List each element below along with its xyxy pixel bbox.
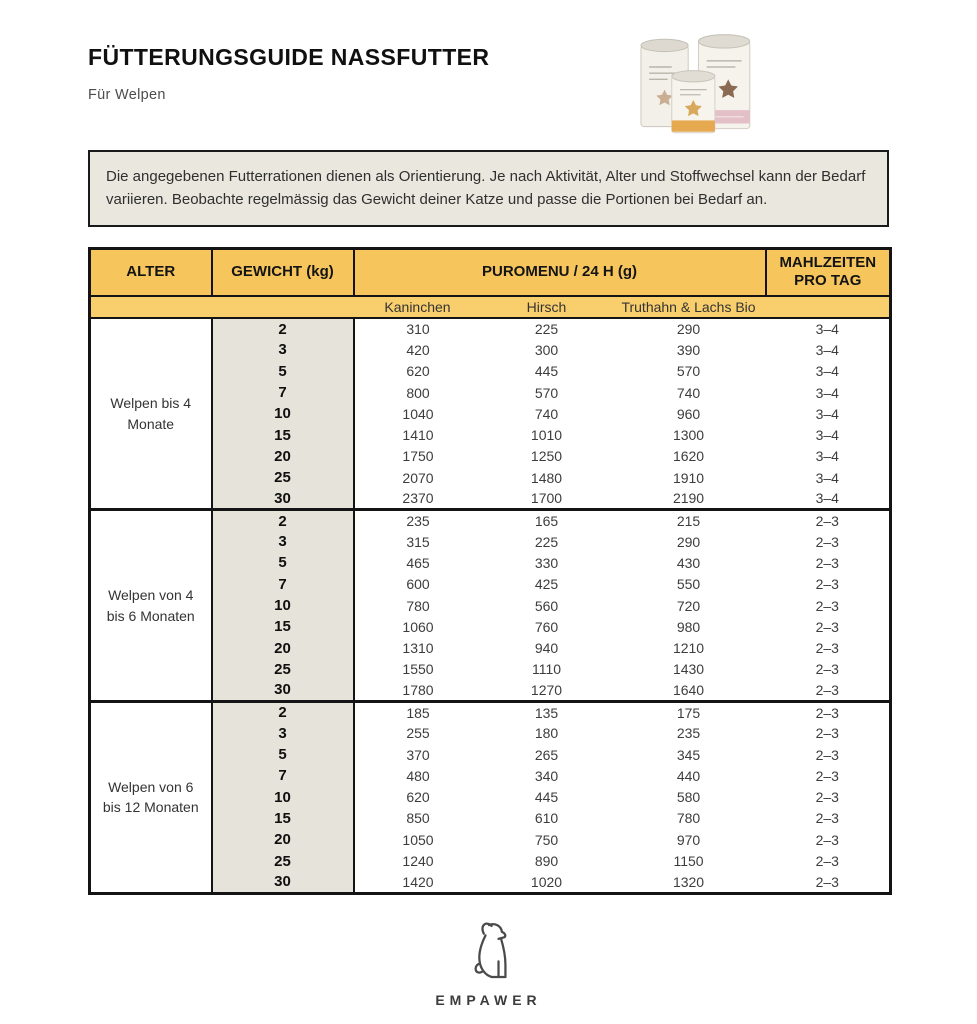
hirsch-value: 760 (482, 616, 612, 637)
weight-value: 2 (212, 701, 354, 722)
hirsch-value: 445 (482, 787, 612, 808)
weight-value: 5 (212, 361, 354, 382)
kaninchen-value: 370 (354, 744, 482, 765)
age-group-label: Welpen von 6 bis 12 Monaten (90, 701, 212, 893)
weight-value: 5 (212, 744, 354, 765)
truthahn-lachs-bio-value: 1620 (612, 446, 766, 467)
truthahn-lachs-bio-value: 1640 (612, 680, 766, 701)
kaninchen-value: 620 (354, 361, 482, 382)
meals-per-day-value: 3–4 (766, 339, 891, 360)
hirsch-value: 425 (482, 574, 612, 595)
meals-per-day-value: 2–3 (766, 680, 891, 701)
truthahn-lachs-bio-value: 740 (612, 382, 766, 403)
truthahn-lachs-bio-value: 430 (612, 552, 766, 573)
kaninchen-value: 255 (354, 723, 482, 744)
meals-per-day-value: 2–3 (766, 787, 891, 808)
age-group-label: Welpen bis 4 Monate (90, 318, 212, 510)
truthahn-lachs-bio-value: 980 (612, 616, 766, 637)
truthahn-lachs-bio-value: 290 (612, 531, 766, 552)
meals-per-day-value: 2–3 (766, 637, 891, 658)
kaninchen-value: 850 (354, 808, 482, 829)
hirsch-value: 940 (482, 637, 612, 658)
meals-per-day-value: 2–3 (766, 510, 891, 531)
weight-value: 2 (212, 510, 354, 531)
wet-food-cans-icon (618, 28, 783, 143)
meals-per-day-value: 2–3 (766, 701, 891, 722)
col-header-puromenu: PUROMENU / 24 H (g) (354, 248, 766, 296)
hirsch-value: 570 (482, 382, 612, 403)
table-row (90, 510, 891, 531)
weight-value: 3 (212, 531, 354, 552)
truthahn-lachs-bio-value: 390 (612, 339, 766, 360)
truthahn-lachs-bio-value: 1210 (612, 637, 766, 658)
kaninchen-value: 1780 (354, 680, 482, 701)
weight-value: 30 (212, 872, 354, 893)
meals-per-day-value: 2–3 (766, 595, 891, 616)
truthahn-lachs-bio-value: 2190 (612, 488, 766, 509)
kaninchen-value: 420 (354, 339, 482, 360)
weight-value: 20 (212, 637, 354, 658)
meals-per-day-value: 3–4 (766, 318, 891, 339)
kaninchen-value: 1060 (354, 616, 482, 637)
truthahn-lachs-bio-value: 550 (612, 574, 766, 595)
kaninchen-value: 780 (354, 595, 482, 616)
meals-per-day-value: 2–3 (766, 659, 891, 680)
table-row (90, 318, 891, 339)
meals-per-day-value: 3–4 (766, 361, 891, 382)
meals-per-day-value: 3–4 (766, 467, 891, 488)
meals-per-day-value: 2–3 (766, 872, 891, 893)
truthahn-lachs-bio-value: 290 (612, 318, 766, 339)
weight-value: 20 (212, 829, 354, 850)
weight-value: 10 (212, 403, 354, 424)
kaninchen-value: 480 (354, 765, 482, 786)
hirsch-value: 1270 (482, 680, 612, 701)
col-header-alter: ALTER (90, 248, 212, 296)
truthahn-lachs-bio-value: 1150 (612, 850, 766, 871)
truthahn-lachs-bio-value: 235 (612, 723, 766, 744)
truthahn-lachs-bio-value: 1430 (612, 659, 766, 680)
kaninchen-value: 1050 (354, 829, 482, 850)
hirsch-value: 560 (482, 595, 612, 616)
brand-name: EMPAWER (435, 991, 542, 1008)
subheader-hirsch: Hirsch (482, 296, 612, 318)
kaninchen-value: 1310 (354, 637, 482, 658)
weight-value: 7 (212, 765, 354, 786)
weight-value: 25 (212, 850, 354, 871)
content-column (88, 0, 889, 1008)
kaninchen-value: 620 (354, 787, 482, 808)
weight-value: 10 (212, 787, 354, 808)
weight-value: 7 (212, 574, 354, 595)
truthahn-lachs-bio-value: 570 (612, 361, 766, 382)
age-group-label: Welpen von 4 bis 6 Monaten (90, 510, 212, 702)
weight-value: 25 (212, 467, 354, 488)
truthahn-lachs-bio-value: 1910 (612, 467, 766, 488)
truthahn-lachs-bio-value: 215 (612, 510, 766, 531)
weight-value: 7 (212, 382, 354, 403)
meals-per-day-value: 2–3 (766, 723, 891, 744)
kaninchen-value: 185 (354, 701, 482, 722)
kaninchen-value: 310 (354, 318, 482, 339)
note-text: Die angegebenen Futterrationen dienen als Orientierung. Je nach Aktivität, Alter und Stoffwechsel kann der Bedarf variieren. Beobachte regelmässig das Gewicht deiner Katze und passe die Portionen bei Bedarf an. (106, 168, 866, 209)
weight-value: 15 (212, 616, 354, 637)
kaninchen-value: 1240 (354, 850, 482, 871)
truthahn-lachs-bio-value: 970 (612, 829, 766, 850)
weight-value: 20 (212, 446, 354, 467)
truthahn-lachs-bio-value: 345 (612, 744, 766, 765)
truthahn-lachs-bio-value: 580 (612, 787, 766, 808)
weight-value: 15 (212, 424, 354, 445)
meals-per-day-value: 2–3 (766, 552, 891, 573)
meals-per-day-value: 2–3 (766, 808, 891, 829)
weight-value: 5 (212, 552, 354, 573)
truthahn-lachs-bio-value: 720 (612, 595, 766, 616)
hirsch-value: 610 (482, 808, 612, 829)
kaninchen-value: 1410 (354, 424, 482, 445)
subheader-kaninchen: Kaninchen (354, 296, 482, 318)
kaninchen-value: 800 (354, 382, 482, 403)
kaninchen-value: 315 (354, 531, 482, 552)
kaninchen-value: 2070 (354, 467, 482, 488)
hirsch-value: 750 (482, 829, 612, 850)
product-cans-image (618, 28, 783, 143)
meals-per-day-value: 3–4 (766, 488, 891, 509)
col-header-mahlzeiten: MAHLZEITEN PRO TAG (766, 248, 891, 296)
hirsch-value: 180 (482, 723, 612, 744)
table-header-row (90, 248, 891, 296)
meals-per-day-value: 2–3 (766, 744, 891, 765)
col-header-gewicht: GEWICHT (kg) (212, 248, 354, 296)
meals-per-day-value: 2–3 (766, 765, 891, 786)
table-row (90, 701, 891, 722)
weight-value: 30 (212, 488, 354, 509)
meals-per-day-value: 2–3 (766, 616, 891, 637)
kaninchen-value: 2370 (354, 488, 482, 509)
meals-per-day-value: 2–3 (766, 850, 891, 871)
truthahn-lachs-bio-value: 175 (612, 701, 766, 722)
meals-per-day-value: 3–4 (766, 382, 891, 403)
hirsch-value: 1480 (482, 467, 612, 488)
meals-per-day-value: 3–4 (766, 424, 891, 445)
subheader-spacer (766, 296, 891, 318)
page-subtitle: Für Welpen (88, 87, 166, 103)
subheader-spacer (90, 296, 212, 318)
truthahn-lachs-bio-value: 960 (612, 403, 766, 424)
weight-value: 25 (212, 659, 354, 680)
hirsch-value: 225 (482, 531, 612, 552)
brand-footer (88, 919, 889, 1008)
hirsch-value: 1250 (482, 446, 612, 467)
feeding-table-body (90, 318, 891, 893)
kaninchen-value: 1750 (354, 446, 482, 467)
kaninchen-value: 600 (354, 574, 482, 595)
hirsch-value: 135 (482, 701, 612, 722)
subheader-truthahn-lachs-bio: Truthahn & Lachs Bio (612, 296, 766, 318)
feeding-table (88, 247, 892, 895)
truthahn-lachs-bio-value: 1300 (612, 424, 766, 445)
hirsch-value: 265 (482, 744, 612, 765)
kaninchen-value: 1040 (354, 403, 482, 424)
note-box (88, 150, 889, 227)
kaninchen-value: 1550 (354, 659, 482, 680)
hirsch-value: 1700 (482, 488, 612, 509)
meals-per-day-value: 2–3 (766, 531, 891, 552)
hirsch-value: 340 (482, 765, 612, 786)
kaninchen-value: 465 (354, 552, 482, 573)
hirsch-value: 890 (482, 850, 612, 871)
weight-value: 30 (212, 680, 354, 701)
hirsch-value: 1110 (482, 659, 612, 680)
hirsch-value: 165 (482, 510, 612, 531)
hirsch-value: 300 (482, 339, 612, 360)
truthahn-lachs-bio-value: 780 (612, 808, 766, 829)
page-title: FÜTTERUNGSGUIDE NASSFUTTER (88, 44, 490, 70)
kaninchen-value: 235 (354, 510, 482, 531)
hirsch-value: 330 (482, 552, 612, 573)
meals-per-day-value: 3–4 (766, 446, 891, 467)
weight-value: 10 (212, 595, 354, 616)
hirsch-value: 740 (482, 403, 612, 424)
weight-value: 3 (212, 339, 354, 360)
table-subheader-row (90, 296, 891, 318)
weight-value: 15 (212, 808, 354, 829)
truthahn-lachs-bio-value: 440 (612, 765, 766, 786)
meals-per-day-value: 3–4 (766, 403, 891, 424)
hirsch-value: 1020 (482, 872, 612, 893)
hirsch-value: 445 (482, 361, 612, 382)
dog-icon (463, 919, 515, 983)
weight-value: 3 (212, 723, 354, 744)
meals-per-day-value: 2–3 (766, 829, 891, 850)
subheader-spacer (212, 296, 354, 318)
truthahn-lachs-bio-value: 1320 (612, 872, 766, 893)
weight-value: 2 (212, 318, 354, 339)
hirsch-value: 225 (482, 318, 612, 339)
kaninchen-value: 1420 (354, 872, 482, 893)
meals-per-day-value: 2–3 (766, 574, 891, 595)
hirsch-value: 1010 (482, 424, 612, 445)
